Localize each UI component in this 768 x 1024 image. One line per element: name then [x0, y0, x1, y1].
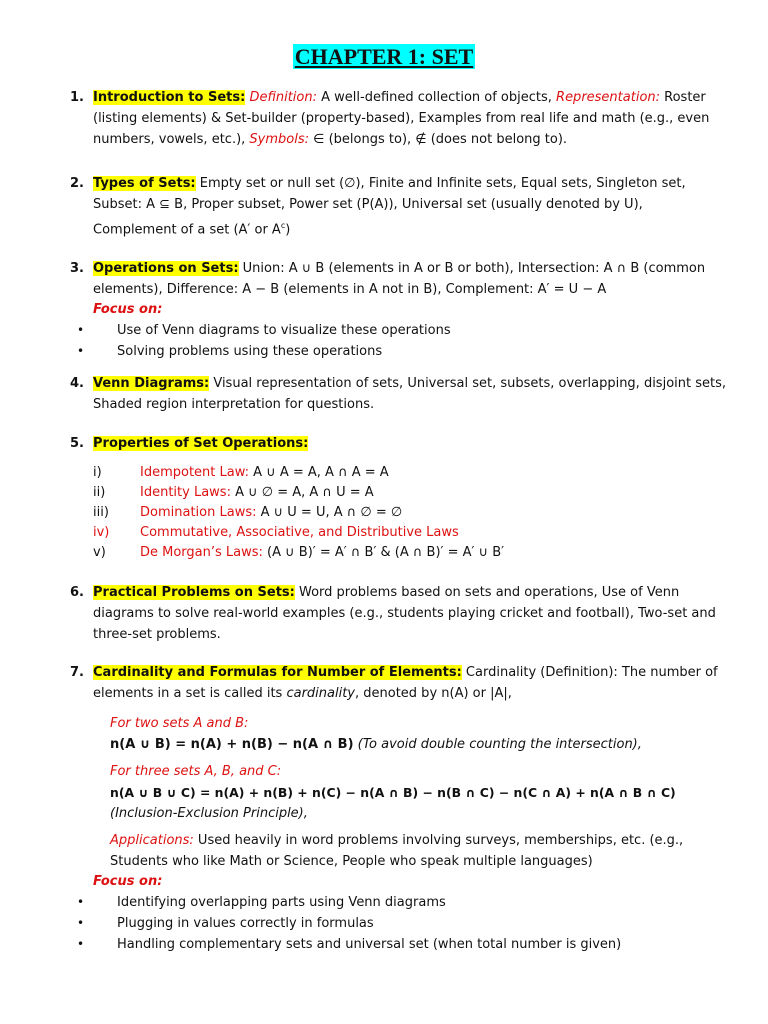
section-heading: Practical Problems on Sets: — [93, 585, 295, 600]
section-heading: Venn Diagrams: — [93, 376, 210, 391]
three-sets-formula: n(A ∪ B ∪ C) = n(A) + n(B) + n(C) − n(A ∩ B) − n(B ∩ C) − n(C ∩ A) + n(A ∩ B ∩ C) — [110, 785, 676, 800]
formulas-block — [110, 713, 730, 872]
focus-label: Focus on: — [93, 874, 163, 889]
property-item — [70, 483, 730, 503]
roman-numeral: ii) — [93, 485, 106, 500]
property-label: Domination Laws: — [140, 505, 257, 520]
focus-label: Focus on: — [93, 302, 163, 317]
representation-label: Representation: — [556, 90, 661, 105]
roman-numeral: i) — [93, 465, 102, 480]
roman-numeral: iii) — [93, 505, 109, 520]
property-label: De Morgan’s Laws: — [140, 545, 263, 560]
section-5 — [70, 433, 730, 563]
section-7 — [70, 662, 730, 955]
two-sets-label: For two sets A and B: — [110, 716, 249, 731]
section-number: 1. — [70, 90, 84, 105]
definition-text: A well-defined collection of objects, — [317, 90, 557, 105]
definition-label: Definition: — [249, 90, 317, 105]
property-label: Identity Laws: — [140, 485, 231, 500]
list-item: • Plugging in values correctly in formulas — [70, 913, 730, 934]
section-6 — [70, 582, 730, 645]
section-heading: Operations on Sets: — [93, 261, 239, 276]
section-text: Visual representation of sets, Universal set, subsets, overlapping, disjoint sets, Shaded region interpretation for questions. — [93, 376, 727, 412]
two-sets-formula: n(A ∪ B) = n(A) + n(B) − n(A ∩ B) — [110, 737, 354, 752]
three-sets-note: (Inclusion-Exclusion Principle), — [110, 806, 308, 821]
section-2 — [70, 173, 730, 240]
two-sets-formula-row — [110, 734, 730, 755]
property-text: A ∪ A = A, A ∩ A = A — [249, 465, 389, 480]
section-number: 5. — [70, 436, 84, 451]
property-item — [70, 463, 730, 483]
focus-list — [70, 892, 730, 955]
cardinality-word: cardinality — [286, 686, 355, 701]
list-item: • Use of Venn diagrams to visualize these operations — [70, 320, 730, 341]
section-heading: Properties of Set Operations: — [93, 436, 309, 451]
chapter-title: CHAPTER 1: SET — [294, 44, 474, 69]
section-text: Word problems based on sets and operations, Use of Venn diagrams to solve real-world examples (e.g., students playing cricket and football), Two-set and three-set problems. — [93, 585, 716, 642]
list-item: • Handling complementary sets and universal set (when total number is given) — [70, 934, 730, 955]
section-4 — [70, 373, 730, 415]
section-heading: Types of Sets: — [93, 176, 196, 191]
property-label: Idempotent Law: — [140, 465, 250, 480]
symbols-label: Symbols: — [249, 132, 310, 147]
section-number: 7. — [70, 665, 84, 680]
section-text: Cardinality (Definition): The number of elements in a set is called its — [93, 665, 718, 701]
three-sets-label: For three sets A, B, and C: — [110, 764, 282, 779]
property-item — [70, 523, 730, 543]
section-number: 6. — [70, 585, 84, 600]
applications-label: Applications: — [110, 833, 194, 848]
property-item — [70, 503, 730, 523]
section-3 — [70, 258, 730, 362]
symbols-text: ∈ (belongs to), ∉ (does not belong to). — [309, 132, 568, 147]
section-text: Empty set or null set (∅), Finite and Infinite sets, Equal sets, Singleton set, Subset: A ⊆ B, Proper subset, Power set (P(A)), Universal set (usually denoted by U), Complement of a set (A′ or A — [93, 176, 686, 238]
representation-text: Roster (listing elements) & Set-builder (property-based), Examples from real life and math (e.g., even numbers, vowels, etc.), — [93, 90, 710, 147]
two-sets-note: (To avoid double counting the intersection), — [353, 737, 642, 752]
property-text: (A ∪ B)′ = A′ ∩ B′ & (A ∩ B)′ = A′ ∪ B′ — [262, 545, 505, 560]
section-heading: Cardinality and Formulas for Number of Elements: — [93, 665, 462, 680]
section-number: 3. — [70, 261, 84, 276]
property-text: A ∪ U = U, A ∩ ∅ = ∅ — [256, 505, 403, 520]
properties-list — [70, 463, 730, 563]
focus-list — [70, 320, 730, 362]
roman-numeral: v) — [93, 545, 106, 560]
list-item: • Identifying overlapping parts using Venn diagrams — [70, 892, 730, 913]
applications-block — [110, 830, 730, 872]
chapter-title-container — [0, 44, 768, 70]
property-text: A ∪ ∅ = A, A ∩ U = A — [230, 485, 374, 500]
list-item: • Solving problems using these operations — [70, 341, 730, 362]
section-text-end: , denoted by n(A) or |A|, — [355, 686, 512, 701]
section-text: Union: A ∪ B (elements in A or B or both), Intersection: A ∩ B (common elements), Difference: A − B (elements in A not in B), Complement: A′ = U − A — [93, 261, 706, 297]
roman-numeral: iv) — [93, 525, 110, 540]
section-text-end: ) — [285, 222, 291, 238]
section-number: 4. — [70, 376, 84, 391]
property-label: Commutative, Associative, and Distributive Laws — [140, 525, 459, 540]
section-1 — [70, 87, 730, 150]
section-heading: Introduction to Sets: — [93, 90, 246, 105]
applications-text: Used heavily in word problems involving surveys, memberships, etc. (e.g., Students who like Math or Science, People who speak multiple languages) — [110, 833, 684, 869]
section-number: 2. — [70, 176, 84, 191]
property-item — [70, 543, 730, 563]
superscript: c — [280, 221, 286, 230]
